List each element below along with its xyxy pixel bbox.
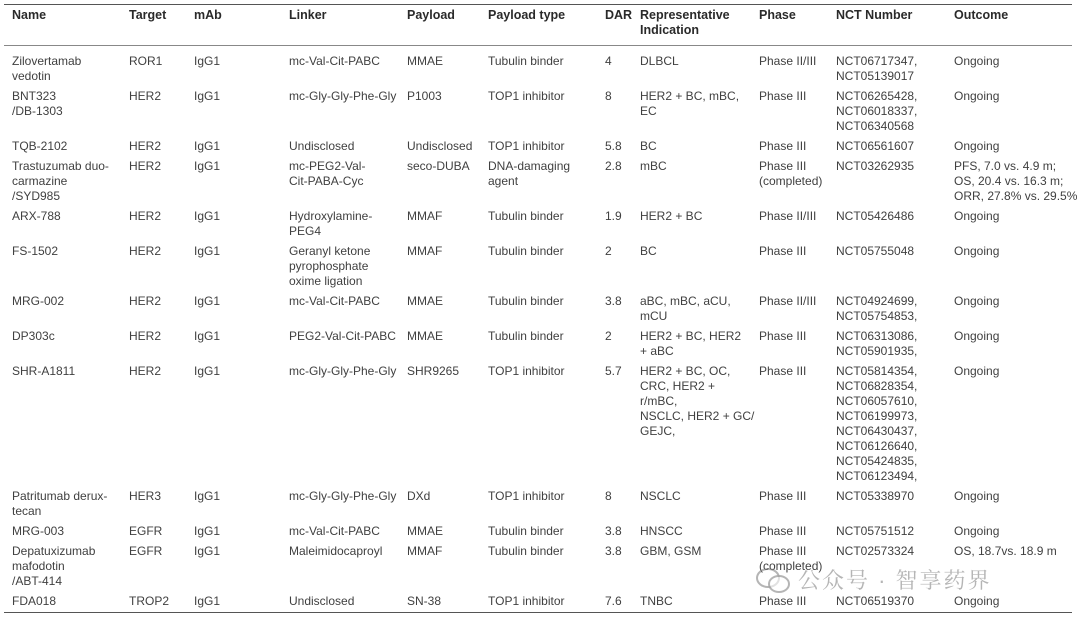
table-cell: Phase III: [759, 364, 807, 378]
table-cell: IgG1: [194, 209, 221, 223]
table-cell: Phase III: [759, 524, 807, 538]
table-cell: Ongoing: [954, 294, 1000, 308]
table-cell: Tubulin binder: [488, 244, 564, 258]
table-cell: NCT06313086, NCT05901935,: [836, 329, 918, 358]
table-cell: IgG1: [194, 159, 221, 173]
table-cell: MRG-002: [12, 294, 65, 308]
table-cell: 8: [605, 89, 612, 103]
table-cell: 3.8: [605, 544, 622, 558]
table-cell: BC: [640, 139, 657, 153]
table-cell: Undisclosed: [289, 139, 355, 153]
table-cell: TOP1 inhibitor: [488, 89, 565, 103]
table-cell: NCT05426486: [836, 209, 915, 223]
table-cell: HNSCC: [640, 524, 683, 538]
table-cell: 2.8: [605, 159, 622, 173]
table-cell: 7.6: [605, 594, 622, 608]
table-cell: IgG1: [194, 524, 221, 538]
table-cell: 5.7: [605, 364, 622, 378]
table-cell: HER2: [129, 364, 162, 378]
table-cell: NCT05338970: [836, 489, 915, 503]
table-cell: Hydroxylamine- PEG4: [289, 209, 373, 238]
table-cell: NCT06265428, NCT06018337, NCT06340568: [836, 89, 918, 133]
table-cell: NCT05751512: [836, 524, 915, 538]
table-cell: EGFR: [129, 544, 163, 558]
table-cell: Geranyl ketone pyrophosphate oxime ligation: [289, 244, 371, 288]
table-cell: NCT03262935: [836, 159, 915, 173]
table-cell: mc-Gly-Gly-Phe-Gly: [289, 89, 397, 103]
table-cell: DLBCL: [640, 54, 679, 68]
table-cell: NSCLC: [640, 489, 681, 503]
table-cell: PFS, 7.0 vs. 4.9 m; OS, 20.4 vs. 16.3 m; ORR, 27.8% vs. 29.5%: [954, 159, 1078, 203]
table-cell: Ongoing: [954, 244, 1000, 258]
watermark: [756, 564, 992, 594]
table-cell: TROP2: [129, 594, 170, 608]
table-cell: IgG1: [194, 139, 221, 153]
table-cell: 8: [605, 489, 612, 503]
table-cell: HER3: [129, 489, 162, 503]
table-cell: mc-Val-Cit-PABC: [289, 54, 380, 68]
table-cell: FS-1502: [12, 244, 59, 258]
table-cell: Tubulin binder: [488, 54, 564, 68]
table-cell: HER2: [129, 89, 162, 103]
table-cell: 4: [605, 54, 612, 68]
table-cell: HER2 + BC, OC, CRC, HER2 + r/mBC, NSCLC, HER2 + GC/ GEJC,: [640, 364, 755, 438]
table-cell: Ongoing: [954, 89, 1000, 103]
table-cell: MMAE: [407, 294, 443, 308]
wechat-icon: [756, 566, 790, 592]
table-cell: HER2 + BC: [640, 209, 703, 223]
table-cell: Phase III (completed): [759, 159, 823, 188]
header-rule: [4, 45, 1072, 46]
table-cell: DXd: [407, 489, 431, 503]
table-cell: TQB-2102: [12, 139, 68, 153]
table-cell: 2: [605, 329, 612, 343]
table-cell: Tubulin binder: [488, 544, 564, 558]
table-cell: IgG1: [194, 594, 221, 608]
table-cell: IgG1: [194, 54, 221, 68]
table-cell: TOP1 inhibitor: [488, 364, 565, 378]
table-cell: 2: [605, 244, 612, 258]
table-cell: mBC: [640, 159, 667, 173]
table-cell: NCT04924699, NCT05754853,: [836, 294, 918, 323]
table-cell: Ongoing: [954, 209, 1000, 223]
table-cell: mc-Gly-Gly-Phe-Gly: [289, 489, 397, 503]
table-cell: aBC, mBC, aCU, mCU: [640, 294, 731, 323]
table-cell: TOP1 inhibitor: [488, 139, 565, 153]
table-cell: Tubulin binder: [488, 294, 564, 308]
table-cell: HER2: [129, 209, 162, 223]
table-cell: Ongoing: [954, 54, 1000, 68]
table-cell: OS, 18.7vs. 18.9 m: [954, 544, 1057, 558]
table-cell: BC: [640, 244, 657, 258]
table-cell: GBM, GSM: [640, 544, 702, 558]
table-cell: SHR9265: [407, 364, 460, 378]
header-target: Target: [129, 8, 167, 22]
table-cell: HER2 + BC, mBC, EC: [640, 89, 740, 118]
table-cell: Tubulin binder: [488, 524, 564, 538]
table-cell: SN-38: [407, 594, 442, 608]
table-cell: Ongoing: [954, 139, 1000, 153]
table-cell: EGFR: [129, 524, 163, 538]
header-outcome: Outcome: [954, 8, 1009, 22]
table-cell: NCT02573324: [836, 544, 915, 558]
table-cell: NCT05755048: [836, 244, 915, 258]
table-cell: Undisclosed: [407, 139, 473, 153]
table-cell: Phase III: [759, 489, 807, 503]
table-cell: TNBC: [640, 594, 673, 608]
table-cell: HER2: [129, 329, 162, 343]
table-cell: seco-DUBA: [407, 159, 470, 173]
table-cell: Phase III (completed): [759, 544, 823, 573]
table-cell: 3.8: [605, 294, 622, 308]
table-cell: 3.8: [605, 524, 622, 538]
table-cell: Patritumab derux- tecan: [12, 489, 108, 518]
table-cell: Phase II/III: [759, 54, 817, 68]
table-cell: PEG2-Val-Cit-PABC: [289, 329, 396, 343]
table-bottom-rule: [4, 612, 1072, 613]
table-cell: Depatuxizumab mafodotin /ABT-414: [12, 544, 96, 588]
table-cell: Ongoing: [954, 364, 1000, 378]
table-cell: HER2: [129, 139, 162, 153]
table-cell: Ongoing: [954, 489, 1000, 503]
table-cell: Undisclosed: [289, 594, 355, 608]
table-cell: BNT323 /DB-1303: [12, 89, 63, 118]
table-cell: 1.9: [605, 209, 622, 223]
table-cell: Ongoing: [954, 594, 1000, 608]
header-name: Name: [12, 8, 47, 22]
table-cell: Phase III: [759, 329, 807, 343]
table-cell: IgG1: [194, 89, 221, 103]
table-cell: DP303c: [12, 329, 55, 343]
table-cell: NCT06717347, NCT05139017: [836, 54, 918, 83]
table-cell: Tubulin binder: [488, 329, 564, 343]
table-cell: HER2: [129, 159, 162, 173]
table-cell: SHR-A1811: [12, 364, 76, 378]
table-cell: Trastuzumab duo- carmazine /SYD985: [12, 159, 109, 203]
table-cell: Phase III: [759, 89, 807, 103]
header-payload-type: Payload type: [488, 8, 566, 22]
table-cell: HER2 + BC, HER2 + aBC: [640, 329, 742, 358]
table-cell: MMAE: [407, 329, 443, 343]
table-cell: Phase III: [759, 139, 807, 153]
header-linker: Linker: [289, 8, 327, 22]
header-mab: mAb: [194, 8, 222, 22]
table-cell: P1003: [407, 89, 442, 103]
table-cell: Maleimidocaproyl: [289, 544, 383, 558]
table-cell: NCT06519370: [836, 594, 915, 608]
table-cell: Tubulin binder: [488, 209, 564, 223]
table-cell: Phase II/III: [759, 294, 817, 308]
table-cell: Phase III: [759, 244, 807, 258]
table-cell: IgG1: [194, 544, 221, 558]
table-cell: Zilovertamab vedotin: [12, 54, 82, 83]
table-cell: IgG1: [194, 489, 221, 503]
table-cell: NCT06561607: [836, 139, 915, 153]
header-dar: DAR: [605, 8, 633, 22]
table-cell: mc-PEG2-Val- Cit-PABA-Cyc: [289, 159, 366, 188]
table-cell: IgG1: [194, 294, 221, 308]
table-top-rule: [4, 4, 1072, 5]
table-cell: Ongoing: [954, 329, 1000, 343]
table-cell: TOP1 inhibitor: [488, 489, 565, 503]
header-phase: Phase: [759, 8, 796, 22]
table-cell: mc-Gly-Gly-Phe-Gly: [289, 364, 397, 378]
table-cell: IgG1: [194, 364, 221, 378]
table-cell: MRG-003: [12, 524, 65, 538]
table-cell: ROR1: [129, 54, 163, 68]
table-cell: NCT05814354, NCT06828354, NCT06057610, NCT06199973, NCT06430437, NCT06126640, NCT05424835, NCT06123494,: [836, 364, 918, 483]
table-cell: Ongoing: [954, 524, 1000, 538]
table-cell: mc-Val-Cit-PABC: [289, 524, 380, 538]
table-cell: MMAF: [407, 209, 443, 223]
table-cell: 5.8: [605, 139, 622, 153]
table-cell: IgG1: [194, 244, 221, 258]
table-cell: IgG1: [194, 329, 221, 343]
table-cell: TOP1 inhibitor: [488, 594, 565, 608]
table-cell: FDA018: [12, 594, 57, 608]
table-cell: ARX-788: [12, 209, 61, 223]
table-cell: HER2: [129, 244, 162, 258]
table-cell: DNA-damaging agent: [488, 159, 571, 188]
table-cell: Phase III: [759, 594, 807, 608]
header-payload: Payload: [407, 8, 455, 22]
table-cell: MMAE: [407, 524, 443, 538]
table-cell: MMAE: [407, 54, 443, 68]
table-cell: MMAF: [407, 544, 443, 558]
watermark-text: 公众号 · 智享药界: [798, 567, 992, 593]
header-representative-indication: Representative Indication: [640, 8, 730, 37]
header-nct-number: NCT Number: [836, 8, 913, 22]
table-cell: Phase II/III: [759, 209, 817, 223]
table-cell: MMAF: [407, 244, 443, 258]
table-cell: HER2: [129, 294, 162, 308]
table-cell: mc-Val-Cit-PABC: [289, 294, 380, 308]
